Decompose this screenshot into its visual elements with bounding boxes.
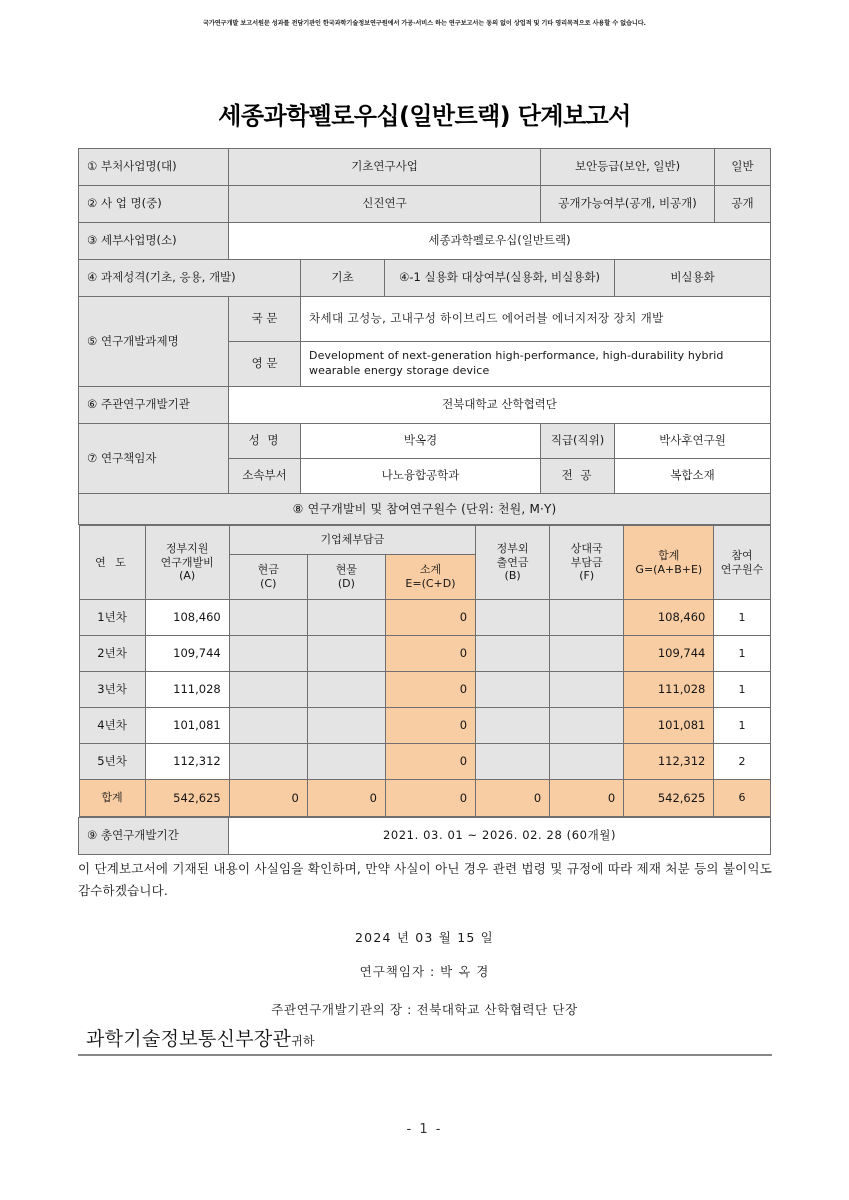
table-row bbox=[79, 708, 770, 744]
bd-n: 1 bbox=[714, 636, 770, 672]
bt-f: 0 bbox=[550, 780, 624, 817]
bh-cash-l2: (C) bbox=[260, 577, 277, 590]
bh-inkind bbox=[307, 555, 385, 600]
bt-c: 0 bbox=[229, 780, 307, 817]
bd-b bbox=[476, 708, 550, 744]
signature-pi-line: 연구책임자 : 박 옥 경 bbox=[359, 964, 490, 979]
bd-d bbox=[307, 708, 385, 744]
bh-inkind-l1: 현물 bbox=[335, 563, 357, 577]
bh-nongov bbox=[476, 526, 550, 600]
row-label-pi-dept: 소속부서 bbox=[229, 459, 301, 494]
row-value-program-name: 신진연구 bbox=[229, 186, 541, 223]
bd-c bbox=[229, 672, 307, 708]
budget-header-row-1 bbox=[79, 526, 770, 555]
bd-year: 4년차 bbox=[79, 708, 145, 744]
bd-g: 112,312 bbox=[624, 744, 714, 780]
confirmation-statement: 이 단계보고서에 기재된 내용이 사실임을 확인하며, 만약 사실이 아닌 경우 관련 법령 및 규정에 따라 제재 처분 등의 불이익도 감수하겠습니다. bbox=[78, 861, 772, 898]
bh-year: 연 도 bbox=[79, 526, 145, 600]
signature-date: 2024 년 03 월 15 일 bbox=[355, 930, 494, 945]
page-title: 세종과학펠로우십(일반트랙) 단계보고서 bbox=[218, 102, 631, 130]
bh-researchers bbox=[714, 526, 770, 600]
bd-e: 0 bbox=[385, 744, 475, 780]
bh-inkind-l2: (D) bbox=[337, 577, 355, 590]
row-value-pi-name: 박옥경 bbox=[301, 424, 541, 459]
table-row bbox=[79, 387, 771, 424]
row-value-host-institution: 전북대학교 산학협력단 bbox=[229, 387, 771, 424]
row-value-pi-position: 박사후연구원 bbox=[615, 424, 771, 459]
bh-nongov-l1: 정부외 bbox=[496, 541, 529, 555]
bd-d bbox=[307, 636, 385, 672]
table-row bbox=[79, 186, 771, 223]
row-value-security-grade: 일반 bbox=[715, 149, 771, 186]
bd-year: 3년차 bbox=[79, 672, 145, 708]
bh-cash-l1: 현금 bbox=[257, 563, 279, 577]
bd-g: 109,744 bbox=[624, 636, 714, 672]
horizontal-rule bbox=[78, 1054, 772, 1056]
bh-nongov-l3: (B) bbox=[504, 569, 521, 583]
row-label-pi-position: 직급(직위) bbox=[541, 424, 615, 459]
bt-year: 합계 bbox=[79, 780, 145, 817]
row-value-ministry-program: 기초연구사업 bbox=[229, 149, 541, 186]
budget-table-container bbox=[79, 525, 771, 818]
bd-d bbox=[307, 672, 385, 708]
row-value-english-title: Development of next-generation high-performance, high-durability hybrid wearable energy storage device bbox=[301, 342, 771, 387]
bh-total bbox=[624, 526, 714, 600]
bd-a: 108,460 bbox=[145, 600, 229, 636]
bh-gov-support-l3: (A) bbox=[179, 569, 196, 583]
bd-g: 101,081 bbox=[624, 708, 714, 744]
bh-cash bbox=[229, 555, 307, 600]
row-value-total-period: 2021. 03. 01 ~ 2026. 02. 28 (60개월) bbox=[229, 818, 771, 855]
bd-f bbox=[550, 672, 624, 708]
legal-notice: 국가연구개발 보고서원문 성과를 전담기관인 한국과학기술정보연구원에서 가공·서비스 하는 연구보고서는 동의 없이 상업적 및 기타 영리목적으로 사용할 수 없습니다. bbox=[203, 20, 646, 27]
row-value-pi-dept: 나노융합공학과 bbox=[301, 459, 541, 494]
bd-e: 0 bbox=[385, 708, 475, 744]
bd-f bbox=[550, 744, 624, 780]
table-row bbox=[79, 744, 770, 780]
bd-year: 2년차 bbox=[79, 636, 145, 672]
table-row bbox=[79, 636, 770, 672]
budget-caption: ⑧ 연구개발비 및 참여연구원수 (단위: 천원, M·Y) bbox=[79, 494, 771, 525]
bd-year: 1년차 bbox=[79, 600, 145, 636]
addressee-suffix: 귀하 bbox=[291, 1034, 315, 1048]
bd-n: 1 bbox=[714, 600, 770, 636]
bh-total-l1: 합계 bbox=[658, 548, 680, 562]
row-label-pi-name: 성 명 bbox=[229, 424, 301, 459]
row-label-english: 영 문 bbox=[229, 342, 301, 387]
bd-c bbox=[229, 636, 307, 672]
table-row bbox=[79, 494, 771, 525]
table-row bbox=[79, 600, 770, 636]
bt-e: 0 bbox=[385, 780, 475, 817]
bd-b bbox=[476, 744, 550, 780]
row-value-pi-major: 복합소재 bbox=[615, 459, 771, 494]
bd-d bbox=[307, 600, 385, 636]
bd-n: 2 bbox=[714, 744, 770, 780]
row-label-host-institution: ⑥ 주관연구개발기관 bbox=[79, 387, 229, 424]
row-value-disclosure: 공개 bbox=[715, 186, 771, 223]
table-row bbox=[79, 525, 771, 818]
bh-researchers-l2: 연구원수 bbox=[720, 562, 764, 576]
bh-subtotal bbox=[385, 555, 475, 600]
row-value-project-type: 기초 bbox=[301, 260, 385, 297]
bd-g: 108,460 bbox=[624, 600, 714, 636]
bd-a: 112,312 bbox=[145, 744, 229, 780]
bd-f bbox=[550, 708, 624, 744]
bd-g: 111,028 bbox=[624, 672, 714, 708]
bd-d bbox=[307, 744, 385, 780]
addressee-block bbox=[86, 1024, 315, 1051]
bt-n: 6 bbox=[714, 780, 770, 817]
bd-n: 1 bbox=[714, 708, 770, 744]
bd-c bbox=[229, 744, 307, 780]
bd-a: 109,744 bbox=[145, 636, 229, 672]
row-label-korean: 국 문 bbox=[229, 297, 301, 342]
bd-f bbox=[550, 600, 624, 636]
row-label-disclosure: 공개가능여부(공개, 비공개) bbox=[541, 186, 715, 223]
bh-gov-support-l1: 정부지원 bbox=[165, 541, 209, 555]
bd-b bbox=[476, 672, 550, 708]
bd-a: 111,028 bbox=[145, 672, 229, 708]
bd-c bbox=[229, 600, 307, 636]
addressee-name: 과학기술정보통신부장관 bbox=[86, 1028, 292, 1050]
row-label-ministry-program: ① 부처사업명(대) bbox=[79, 149, 229, 186]
bd-c bbox=[229, 708, 307, 744]
bt-b: 0 bbox=[476, 780, 550, 817]
bh-subtotal-l1: 소계 bbox=[419, 563, 442, 577]
row-label-project-title: ⑤ 연구개발과제명 bbox=[79, 297, 229, 387]
row-value-commercialization: 비실용화 bbox=[615, 260, 771, 297]
table-row bbox=[79, 260, 771, 297]
bh-partner-l3: (F) bbox=[579, 569, 595, 583]
budget-table bbox=[79, 525, 771, 817]
table-row bbox=[79, 297, 771, 342]
row-label-total-period: ⑨ 총연구개발기간 bbox=[79, 818, 229, 855]
bd-n: 1 bbox=[714, 672, 770, 708]
table-row bbox=[79, 223, 771, 260]
page-number: - 1 - bbox=[406, 1122, 443, 1137]
bd-a: 101,081 bbox=[145, 708, 229, 744]
row-label-project-type: ④ 과제성격(기초, 응용, 개발) bbox=[79, 260, 301, 297]
bh-nongov-l2: 출연금 bbox=[496, 555, 529, 569]
bh-partner-l1: 상대국 bbox=[570, 541, 603, 555]
row-label-program-name: ② 사 업 명(중) bbox=[79, 186, 229, 223]
bh-total-l2: G=(A+B+E) bbox=[635, 562, 703, 576]
table-row bbox=[79, 149, 771, 186]
bh-researchers-l1: 참여 bbox=[731, 548, 753, 562]
row-label-pi: ⑦ 연구책임자 bbox=[79, 424, 229, 494]
bd-e: 0 bbox=[385, 672, 475, 708]
bh-gov-support bbox=[145, 526, 229, 600]
bd-b bbox=[476, 600, 550, 636]
row-label-commercialization: ④-1 실용화 대상여부(실용화, 비실용화) bbox=[385, 260, 615, 297]
table-row bbox=[79, 818, 771, 855]
bd-f bbox=[550, 636, 624, 672]
table-row bbox=[79, 672, 770, 708]
bh-subtotal-l2: E=(C+D) bbox=[405, 577, 456, 590]
bh-company-group: 기업체부담금 bbox=[229, 526, 475, 555]
bd-e: 0 bbox=[385, 600, 475, 636]
bd-e: 0 bbox=[385, 636, 475, 672]
project-info-table bbox=[78, 148, 771, 855]
bt-d: 0 bbox=[307, 780, 385, 817]
signature-org-line: 주관연구개발기관의 장 : 전북대학교 산학협력단 단장 bbox=[271, 1002, 578, 1017]
bh-gov-support-l2: 연구개발비 bbox=[160, 555, 214, 569]
table-row bbox=[79, 424, 771, 459]
bd-b bbox=[476, 636, 550, 672]
row-value-subprogram: 세종과학펠로우십(일반트랙) bbox=[229, 223, 771, 260]
bd-year: 5년차 bbox=[79, 744, 145, 780]
row-label-subprogram: ③ 세부사업명(소) bbox=[79, 223, 229, 260]
row-label-pi-major: 전 공 bbox=[541, 459, 615, 494]
bt-a: 542,625 bbox=[145, 780, 229, 817]
bh-partner bbox=[550, 526, 624, 600]
row-value-korean-title: 차세대 고성능, 고내구성 하이브리드 에어러블 에너지저장 장치 개발 bbox=[301, 297, 771, 342]
row-label-security-grade: 보안등급(보안, 일반) bbox=[541, 149, 715, 186]
budget-total-row bbox=[79, 780, 770, 817]
bh-partner-l2: 부담금 bbox=[570, 555, 603, 569]
bt-g: 542,625 bbox=[624, 780, 714, 817]
